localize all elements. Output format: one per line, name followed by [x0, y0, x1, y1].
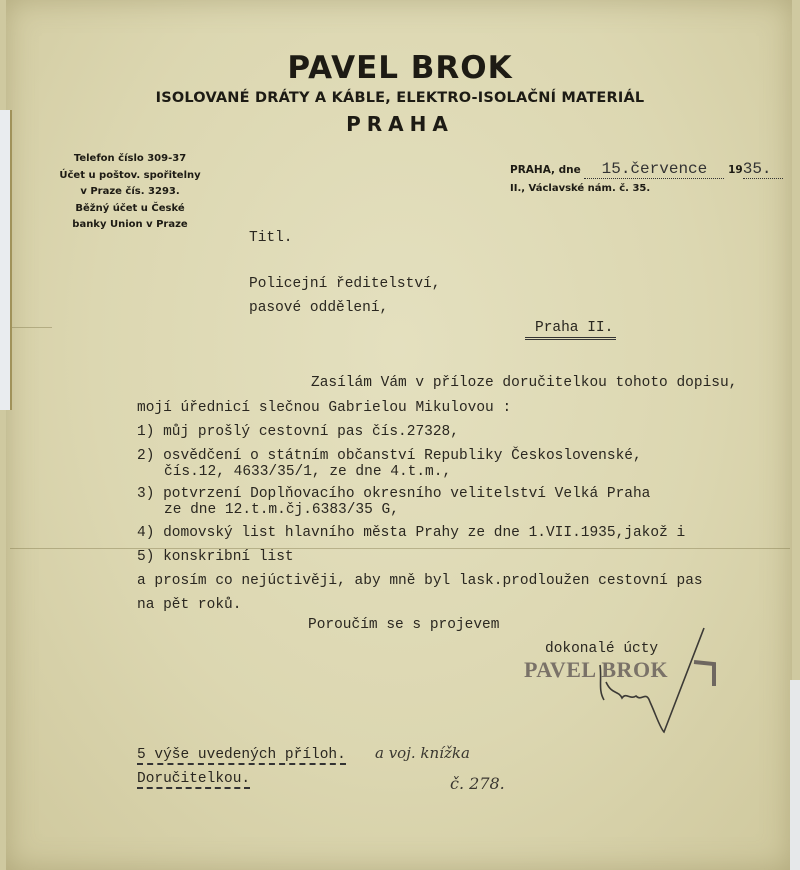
body-request-2: na pět roků.	[137, 597, 242, 613]
signature-mark	[590, 620, 720, 740]
handwritten-note-1: a voj. knížka	[375, 744, 470, 762]
closing-line-2: dokonalé úcty	[545, 641, 659, 657]
date-line	[510, 160, 783, 179]
fold-crease	[10, 548, 790, 549]
company-address: II., Václavské nám. č. 35.	[510, 183, 651, 194]
enclosure-item-2-cont: čís.12, 4633/35/1, ze dne 4.t.m.,	[164, 464, 452, 480]
company-name: PAVEL BROK	[287, 50, 513, 86]
contact-line: banky Union v Praze	[72, 219, 188, 230]
year-field	[743, 160, 783, 179]
company-business: ISOLOVANÉ DRÁTY A KÁBLE, ELEKTRO-ISOLAČNÍ MATERIÁL	[155, 90, 645, 106]
date-field	[584, 160, 724, 179]
enclosures-note: 5 výše uvedených příloh.	[137, 747, 346, 763]
recipient-line-2: pasové oddělení,	[249, 300, 389, 316]
year-prefix: 19	[728, 164, 743, 176]
fold-crease	[12, 327, 52, 328]
company-city: PRAHA	[346, 112, 454, 136]
body-intro-2: mojí úřednicí slečnou Gabrielou Mikulovou :	[137, 400, 512, 416]
date-typed: 15.července	[601, 160, 708, 178]
company-stamp: PAVEL BROK	[524, 657, 669, 682]
year-typed: 35.	[742, 160, 772, 178]
recipient-line-1: Policejní ředitelství,	[249, 276, 441, 292]
contact-line: Telefon číslo 309-37	[73, 153, 187, 164]
body-intro: Zasílám Vám v příloze doručitelkou tohoto dopisu,	[311, 375, 738, 391]
contact-line: Účet u poštov. spořitelny	[59, 169, 201, 181]
enclosure-item-2: 2) osvědčení o státním občanství Republiky Československé,	[137, 448, 642, 464]
enclosure-item-3-cont: ze dne 12.t.m.čj.6383/35 G,	[164, 502, 399, 518]
salutation: Titl.	[249, 230, 293, 246]
contact-block	[30, 151, 230, 234]
torn-right-edge	[790, 680, 800, 870]
torn-left-edge	[0, 110, 12, 410]
enclosure-item-1: 1) můj prošlý cestovní pas čís.27328,	[137, 424, 459, 440]
handwritten-note-2: č. 278.	[450, 774, 505, 793]
enclosure-item-4: 4) domovský list hlavního města Prahy ze dne 1.VII.1935,jakož i	[137, 525, 686, 541]
contact-line: v Praze čís. 3293.	[80, 186, 180, 197]
closing-line-1: Poroučím se s projevem	[308, 617, 500, 633]
date-prefix: PRAHA, dne	[510, 164, 581, 176]
contact-line: Běžný účet u České	[75, 202, 185, 214]
enclosure-item-3: 3) potvrzení Doplňovacího okresního velitelství Velká Praha	[137, 486, 651, 502]
body-request: a prosím co nejúctivěji, aby mně byl lask.prodloužen cestovní pas	[137, 573, 703, 589]
delivery-note: Doručitelkou.	[137, 771, 251, 787]
recipient-city: Praha II.	[525, 320, 616, 340]
enclosure-item-5: 5) konskribní list	[137, 549, 294, 565]
